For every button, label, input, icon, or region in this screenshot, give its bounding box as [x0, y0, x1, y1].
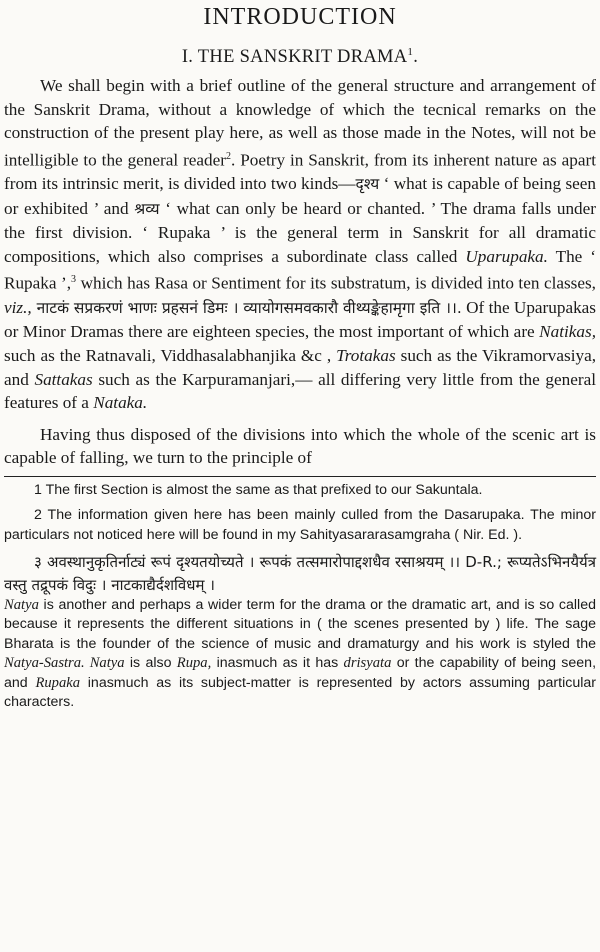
section-heading	[4, 34, 596, 74]
footnote-divider	[4, 476, 596, 477]
italic-term: viz.,	[4, 297, 32, 317]
devanagari-verse: नाटकं सप्रकरणं भाणः प्रहसनं डिमः । व्यायोगसमवकारौ वीथ्यङ्केहामृगा इति ।।.	[31, 298, 462, 317]
footnote-ref-3: 3	[71, 274, 77, 286]
text-run: The ‘ Rupaka ’,	[4, 246, 597, 294]
italic-term: drisyata	[343, 655, 392, 672]
text-run: inasmuch as it has	[211, 655, 344, 672]
italic-term: Sattakas	[34, 369, 93, 389]
text-run: ‘ what can only be heard or chanted. ’ The drama falls under the first division. ‘ Rupaka ’ is the general term in Sanskrit for all dramatic compositions, which also comprises a subordinate class called	[4, 198, 597, 266]
text-run: is also	[124, 655, 177, 672]
italic-term: Rupaka	[35, 674, 81, 691]
section-heading-end: .	[413, 47, 419, 68]
italic-term: Natya-Sastra. Natya	[4, 655, 125, 672]
text-run: such as the Ratnavali, Viddhasalabhanjika &c ,	[4, 346, 337, 365]
footnote-2: 2 The information given here has been mainly culled from the Dasarupaka. The minor particulars not noticed here will be found in my Sahityasararasamgraha ( Nir. Ed. ).	[4, 507, 596, 543]
italic-term: Natya	[4, 597, 39, 613]
text-run: is another and perhaps a wider term for the drama or the dramatic art, and is so called because it represents the different situations in ( the scenes presented by ) life. The sage Bharata is the founder of the science of music and dramaturgy and his work is styled the	[4, 597, 596, 652]
footnote-ref-2: 2	[226, 150, 231, 162]
italic-term: Natikas,	[539, 322, 596, 342]
text-run: or the capability of being seen, and	[4, 655, 597, 691]
devanagari-term: दृश्य	[355, 175, 380, 194]
devanagari-verse: ३ अवस्थानुकृतिर्नाट्यं रूपं दृश्यतयोच्यते । रूपकं तत्समारोपाद्दशधैव रसाश्रयम् ।। D-R.; रूप्यतेऽभिनयैर्यत्र वस्तु तद्रूपकं विदुः । नाटकाद्यैर्दशविधम् ।	[4, 553, 596, 594]
text-run: such as the Vikramorvasiya, and	[4, 346, 596, 389]
devanagari-term: श्रव्य	[134, 199, 160, 218]
footnotes	[4, 481, 596, 712]
italic-term: Uparupaka.	[465, 246, 548, 266]
text-run: ‘ what is capable of being seen or exhibited ’ and	[4, 174, 596, 218]
text-run: such as the Karpuramanjari,— all differing very little from the general features of a	[4, 369, 596, 413]
italic-term: Rupa,	[176, 655, 212, 672]
main-text	[4, 74, 596, 470]
italic-term: Nataka.	[93, 393, 148, 413]
section-heading-text: I. THE SANSKRIT DRAMA	[181, 47, 408, 68]
italic-term: Trotakas	[336, 346, 396, 365]
text-run: Of the Uparupakas or Minor Dramas there are eighteen species, the most important of which are	[4, 297, 596, 342]
text-run: inasmuch as its subject-matter is represented by actors assuming particular characters.	[4, 674, 596, 711]
text-run: . Poetry in Sanskrit, from its inherent nature as apart from its intrinsic merit, is divided into two kinds—	[4, 150, 596, 194]
footnote-ref-1: 1	[407, 46, 414, 58]
text-run: which has Rasa or Sentiment for its substratum, is divided into ten classes,	[76, 274, 596, 294]
footnote-1: 1 The first Section is almost the same as that prefixed to our Sakuntala.	[34, 481, 483, 498]
paragraph-1	[4, 74, 596, 415]
paragraph-2: Having thus disposed of the divisions into which the whole of the scenic art is capable of falling, we turn to the principle of	[4, 424, 596, 468]
text-run: We shall begin with a brief outline of the general structure and arrangement of the Sanskrit Drama, without a knowledge of which the tecnical remarks on the construction of the present play here, as well as those made in the Notes, will not be intelligible to the general reader	[4, 76, 596, 170]
footnote-3	[4, 551, 596, 712]
page-title: INTRODUCTION	[203, 4, 397, 30]
